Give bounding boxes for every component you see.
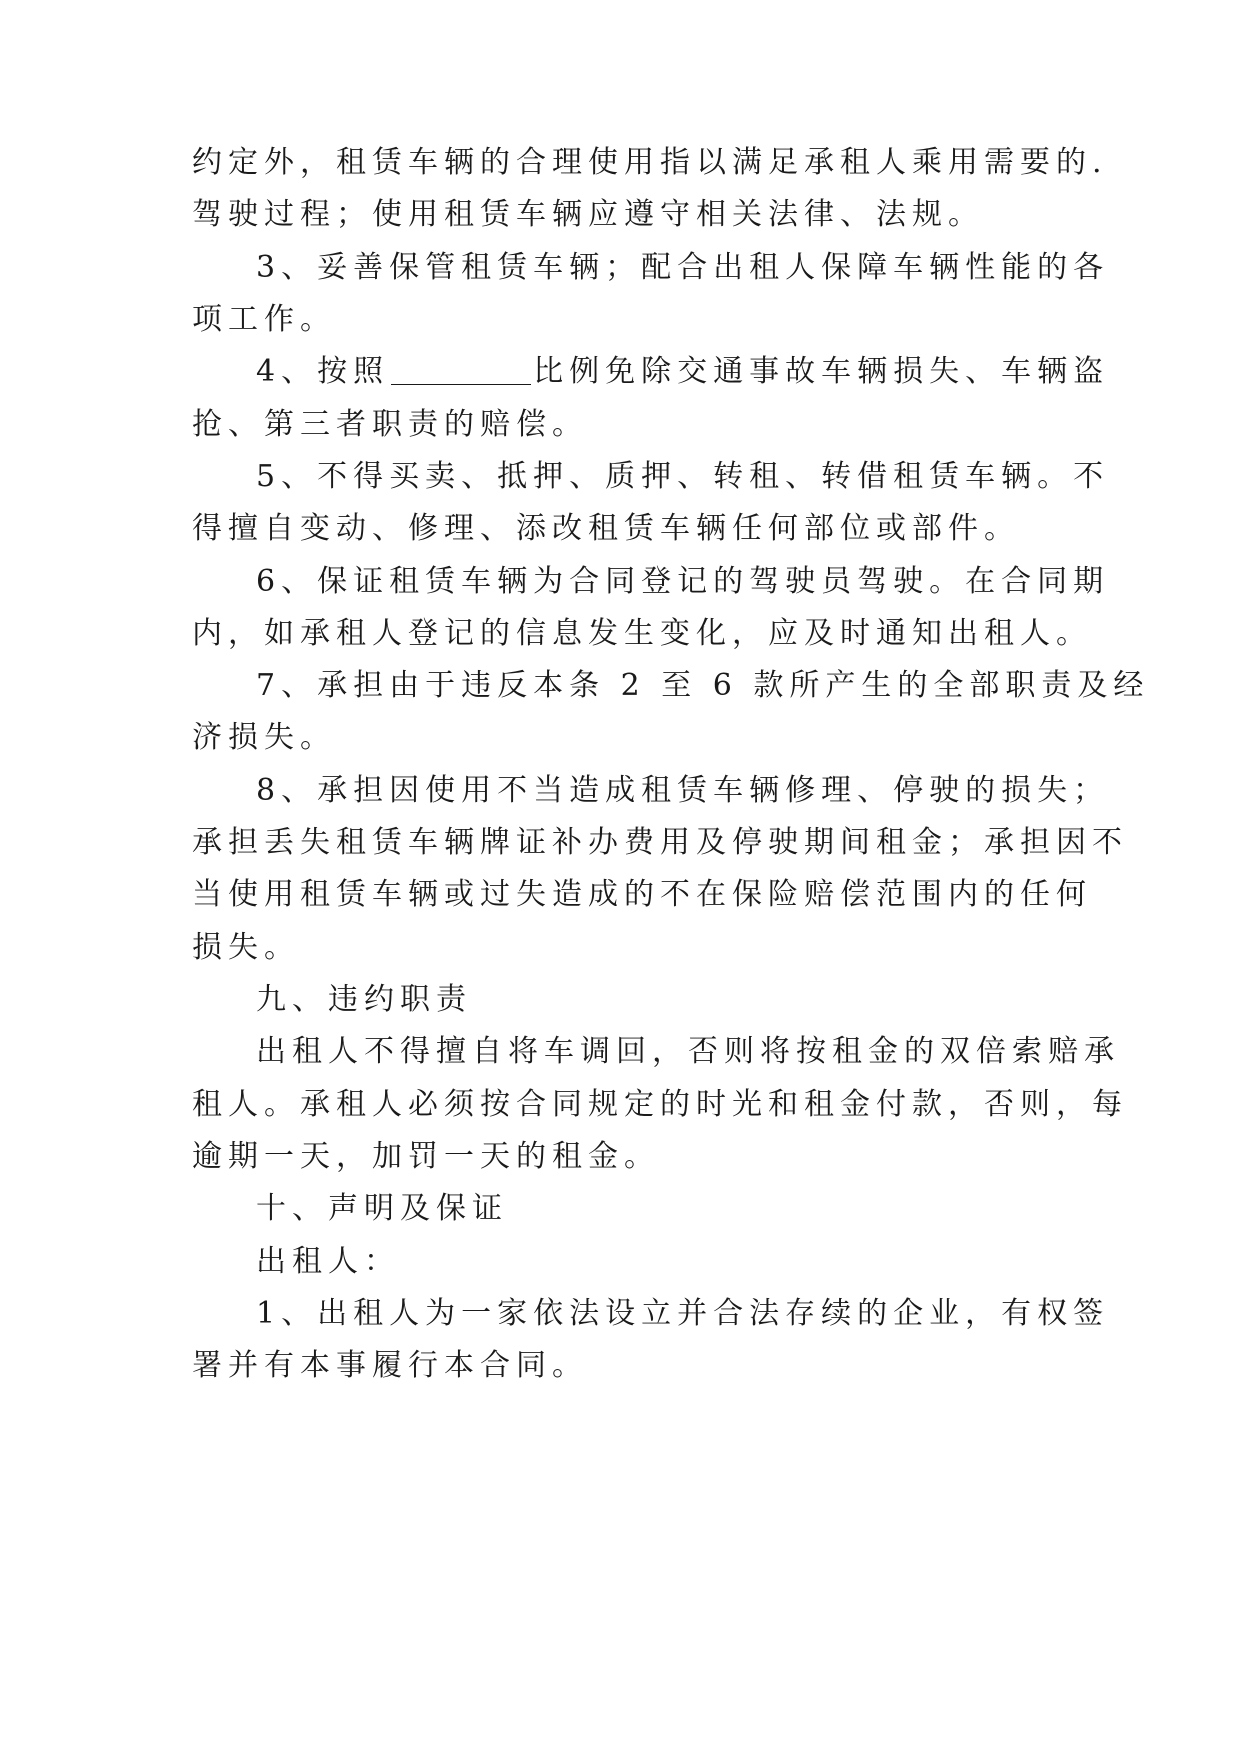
clause-3-line: 3、妥善保管租赁车辆；配合出租人保障车辆性能的各 bbox=[256, 250, 1110, 285]
text-line: 驾驶过程；使用租赁车辆应遵守相关法律、法规。 bbox=[192, 197, 984, 232]
clause-7-line: 7、承担由于违反本条 2 至 6 款所产生的全部职责及经 bbox=[256, 668, 1150, 703]
text-line: 租人。承租人必须按合同规定的时光和租金付款，否则，每 bbox=[192, 1087, 1128, 1122]
section-heading-breach: 九、违约职责 bbox=[256, 982, 472, 1017]
text-line: 署并有本事履行本合同。 bbox=[192, 1348, 588, 1383]
clause-4-suffix: 比例免除交通事故车辆损失、车辆盗 bbox=[533, 354, 1110, 389]
text-line: 逾期一天，加罚一天的租金。 bbox=[192, 1139, 660, 1174]
clause-5-line: 5、不得买卖、抵押、质押、转租、转借租赁车辆。不 bbox=[256, 459, 1110, 494]
text-line: 约定外，租赁车辆的合理使用指以满足承租人乘用需要的. bbox=[192, 145, 1108, 180]
text-line: 抢、第三者职责的赔偿。 bbox=[192, 407, 588, 442]
clause-4-line bbox=[192, 352, 1118, 392]
section-heading-declarations: 十、声明及保证 bbox=[256, 1191, 508, 1226]
clause-6-line: 6、保证租赁车辆为合同登记的驾驶员驾驶。在合同期 bbox=[256, 564, 1110, 599]
declaration-1-line: 1、出租人为一家依法设立并合法存续的企业，有权签 bbox=[256, 1296, 1110, 1331]
text-line: 济损失。 bbox=[192, 720, 336, 755]
clause-4-prefix: 4、按照 bbox=[256, 354, 390, 389]
text-line: 内，如承租人登记的信息发生变化，应及时通知出租人。 bbox=[192, 616, 1092, 651]
text-line: 当使用租赁车辆或过失造成的不在保险赔偿范围内的任何 bbox=[192, 877, 1092, 912]
text-line: 损失。 bbox=[192, 930, 300, 965]
lessor-label: 出租人： bbox=[256, 1244, 400, 1279]
clause-8-line: 8、承担因使用不当造成租赁车辆修理、停驶的损失； bbox=[256, 773, 1110, 808]
text-line: 承担丢失租赁车辆牌证补办费用及停驶期间租金；承担因不 bbox=[192, 825, 1128, 860]
breach-paragraph-line: 出租人不得擅自将车调回，否则将按租金的双倍索赔承 bbox=[256, 1034, 1120, 1069]
text-line: 项工作。 bbox=[192, 302, 336, 337]
fill-in-blank bbox=[391, 354, 531, 385]
text-line: 得擅自变动、修理、添改租赁车辆任何部位或部件。 bbox=[192, 511, 1020, 546]
